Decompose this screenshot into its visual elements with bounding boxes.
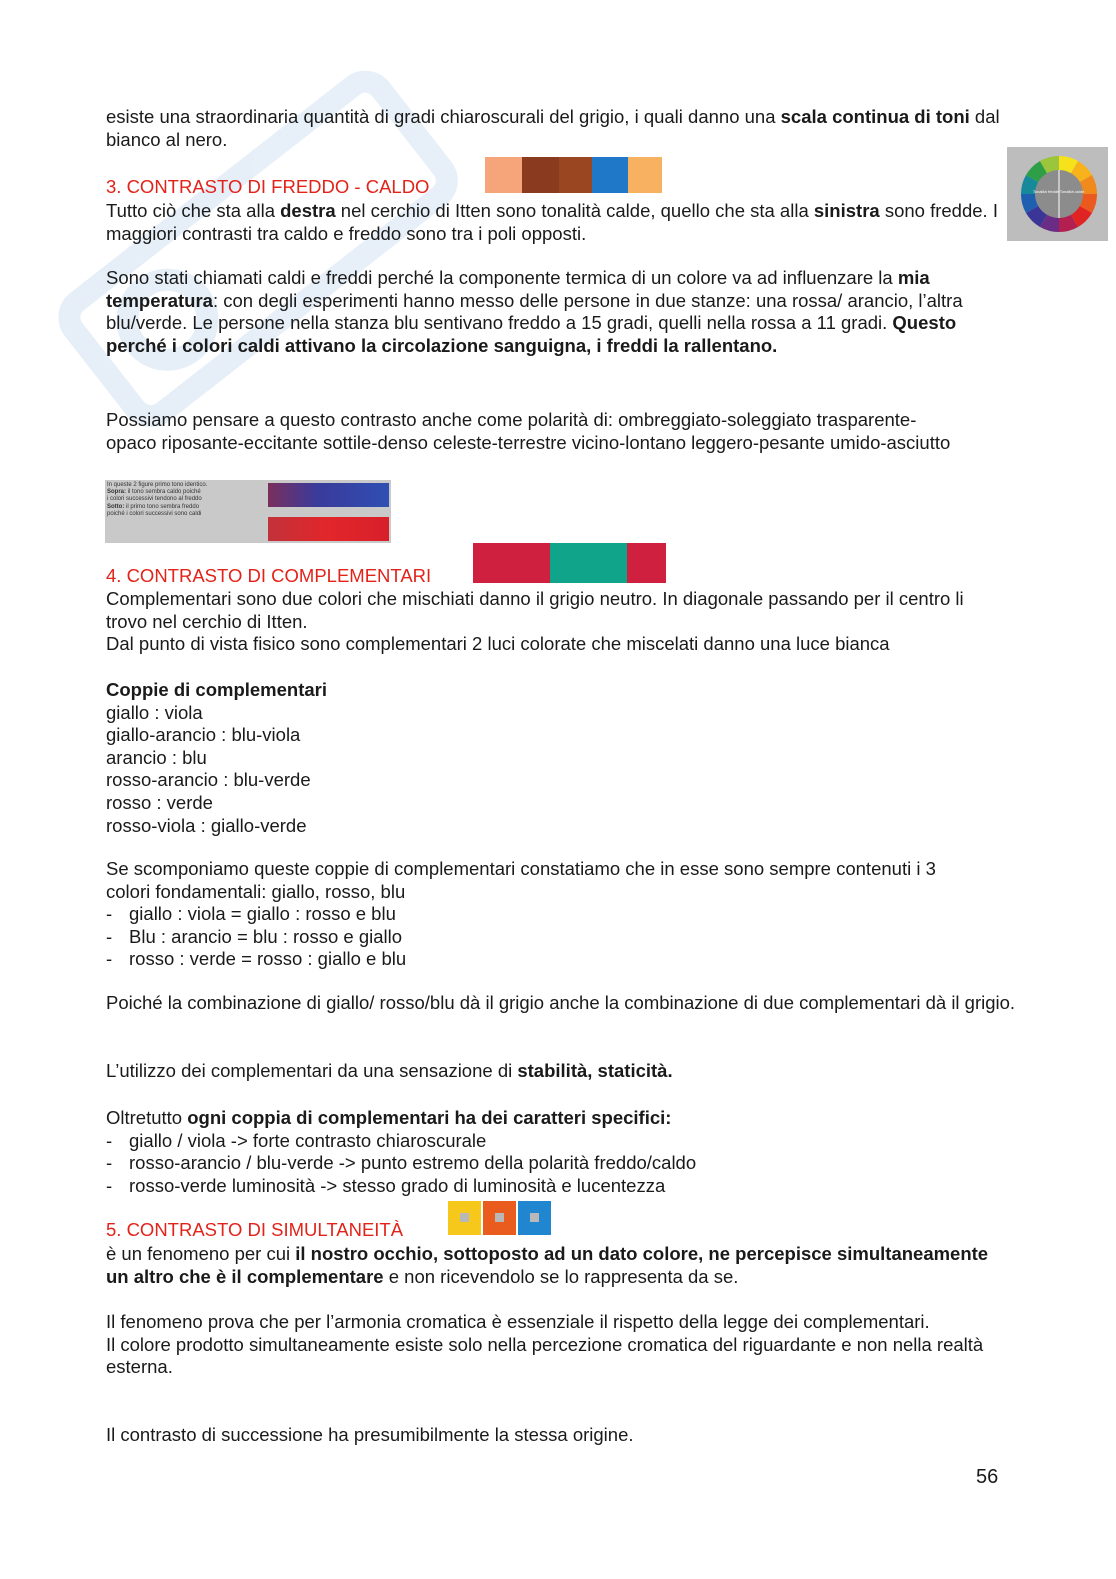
section5-paragraph-1: è un fenomeno per cui il nostro occhio, sottoposto ad un dato colore, ne percepisce simultaneamente un altro che è il complementare e non ricevendolo se lo rappresenta da se. [106, 1243, 989, 1287]
figure-caption: In queste 2 figure primo tono identico. Sopra: il tono sembra caldo poiché i colori successivi tendono al freddo Sotto: il primo tono sembra freddo poiché i colori successivi sono caldi [107, 482, 208, 517]
section3-heading: 3. CONTRASTO DI FREDDO - CALDO [106, 176, 430, 197]
swatch [522, 157, 559, 193]
swatch [550, 543, 627, 583]
gradient-warm-strip [268, 517, 389, 541]
section4-paragraph-6: Oltretutto ogni coppia di complementari ha dei caratteri specifici: - giallo / viola -> forte contrasto chiaroscurale - rosso-arancio / blu-verde -> punto estremo della polarità freddo/caldo - rosso-verde luminosità -> stesso grado di luminosità e lucentezza [106, 1107, 1026, 1197]
section5-paragraph-4: Il contrasto di successione ha presumibilmente la stessa origine. [106, 1424, 634, 1445]
swatch [559, 157, 592, 193]
swatch [592, 157, 628, 193]
swatch [448, 1201, 481, 1235]
swatch [627, 543, 666, 583]
swatch [483, 1201, 516, 1235]
list-item: - rosso-verde luminosità -> stesso grado di luminosità e lucentezza [106, 1174, 666, 1196]
list-item: rosso-arancio : blu-verde [106, 769, 311, 791]
wheel-right-label: Tonalità calde [1059, 189, 1085, 194]
list-item: arancio : blu [106, 746, 207, 768]
section3-paragraph-1: Tutto ciò che sta alla destra nel cerchio di Itten sono tonalità calde, quello che sta alla sinistra sono fredde. I maggiori contrasti tra caldo e freddo sono tra i poli opposti. [106, 200, 998, 244]
section5-paragraph-2: Il fenomeno prova che per l’armonia cromatica è essenziale il rispetto della legge dei complementari. Il colore prodotto simultaneamente esiste solo nella percezione cromatica del riguardante e non nella realtà esterna. [106, 1311, 984, 1378]
swatch [518, 1201, 551, 1235]
swatch [485, 157, 522, 193]
section4-paragraph-3: Se scomponiamo queste coppie di complementari constatiamo che in esse sono sempre contenuti i 3 colori fondamentali: giallo, rosso, blu - giallo : viola = giallo : rosso e blu - Blu : arancio = blu : rosso e giallo - rosso : verde = rosso : giallo e blu [106, 858, 956, 971]
section5-heading: 5. CONTRASTO DI SIMULTANEITÀ [106, 1219, 404, 1240]
warm-cold-swatches [485, 157, 662, 193]
swatch [473, 543, 550, 583]
list-item: - rosso-arancio / blu-verde -> punto estremo della polarità freddo/caldo [106, 1152, 697, 1174]
gradient-cold-strip [268, 483, 389, 507]
list-item: giallo-arancio : blu-viola [106, 724, 301, 746]
section4-paragraph-5: L’utilizzo dei complementari da una sensazione di stabilità, staticità. [106, 1060, 673, 1081]
list-item: rosso-viola : giallo-verde [106, 814, 307, 836]
section3-paragraph-2: Sono stati chiamati caldi e freddi perché la componente termica di un colore va ad influenzare la mia temperatura: con degli esperimenti hanno messo delle persone in due stanze: una rossa/ arancio, l’altra blu/verde. Le persone nella stanza blu sentivano freddo a 15 gradi, quelli nella rossa a 11 gradi. Questo perché i colori caldi attivano la circolazione sanguigna, i freddi la rallentano. [106, 267, 963, 356]
list-item: - rosso : verde = rosso : giallo e blu [106, 948, 407, 970]
pairs-title: Coppie di complementari [106, 679, 328, 700]
section3-paragraph-3: Possiamo pensare a questo contrasto anche come polarità di: ombreggiato-soleggiato trasparente-opaco riposante-eccitante sottile-denso celeste-terrestre vicino-lontano leggero-pesante umido-asciutto [106, 409, 951, 453]
warm-cold-figure [105, 480, 391, 543]
list-item: - Blu : arancio = blu : rosso e giallo [106, 925, 403, 947]
section4-heading: 4. CONTRASTO DI COMPLEMENTARI [106, 565, 432, 586]
list-item: - giallo : viola = giallo : rosso e blu [106, 903, 396, 925]
list-item: rosso : verde [106, 791, 213, 813]
wheel-left-label: Tonalità fredde [1032, 189, 1060, 194]
complementary-pairs [106, 679, 1026, 837]
simultaneity-swatches [448, 1201, 551, 1235]
swatch [628, 157, 662, 193]
list-item: - giallo / viola -> forte contrasto chiaroscurale [106, 1129, 487, 1151]
complementary-swatches [473, 543, 666, 583]
section4-paragraph-4: Poiché la combinazione di giallo/ rosso/blu dà il grigio anche la combinazione di due complementari dà il grigio. [106, 992, 1016, 1013]
list-item: giallo : viola [106, 701, 203, 723]
page-number: 56 [976, 1466, 999, 1488]
intro-paragraph: esiste una straordinaria quantità di gradi chiaroscurali del grigio, i quali danno una scala continua di toni dal bianco al nero. [106, 106, 1000, 150]
section4-paragraph-1: Complementari sono due colori che mischiati danno il grigio neutro. In diagonale passando per il centro li trovo nel cerchio di Itten. Dal punto di vista fisico sono complementari 2 luci colorate che miscelati danno una luce bianca [106, 588, 964, 655]
